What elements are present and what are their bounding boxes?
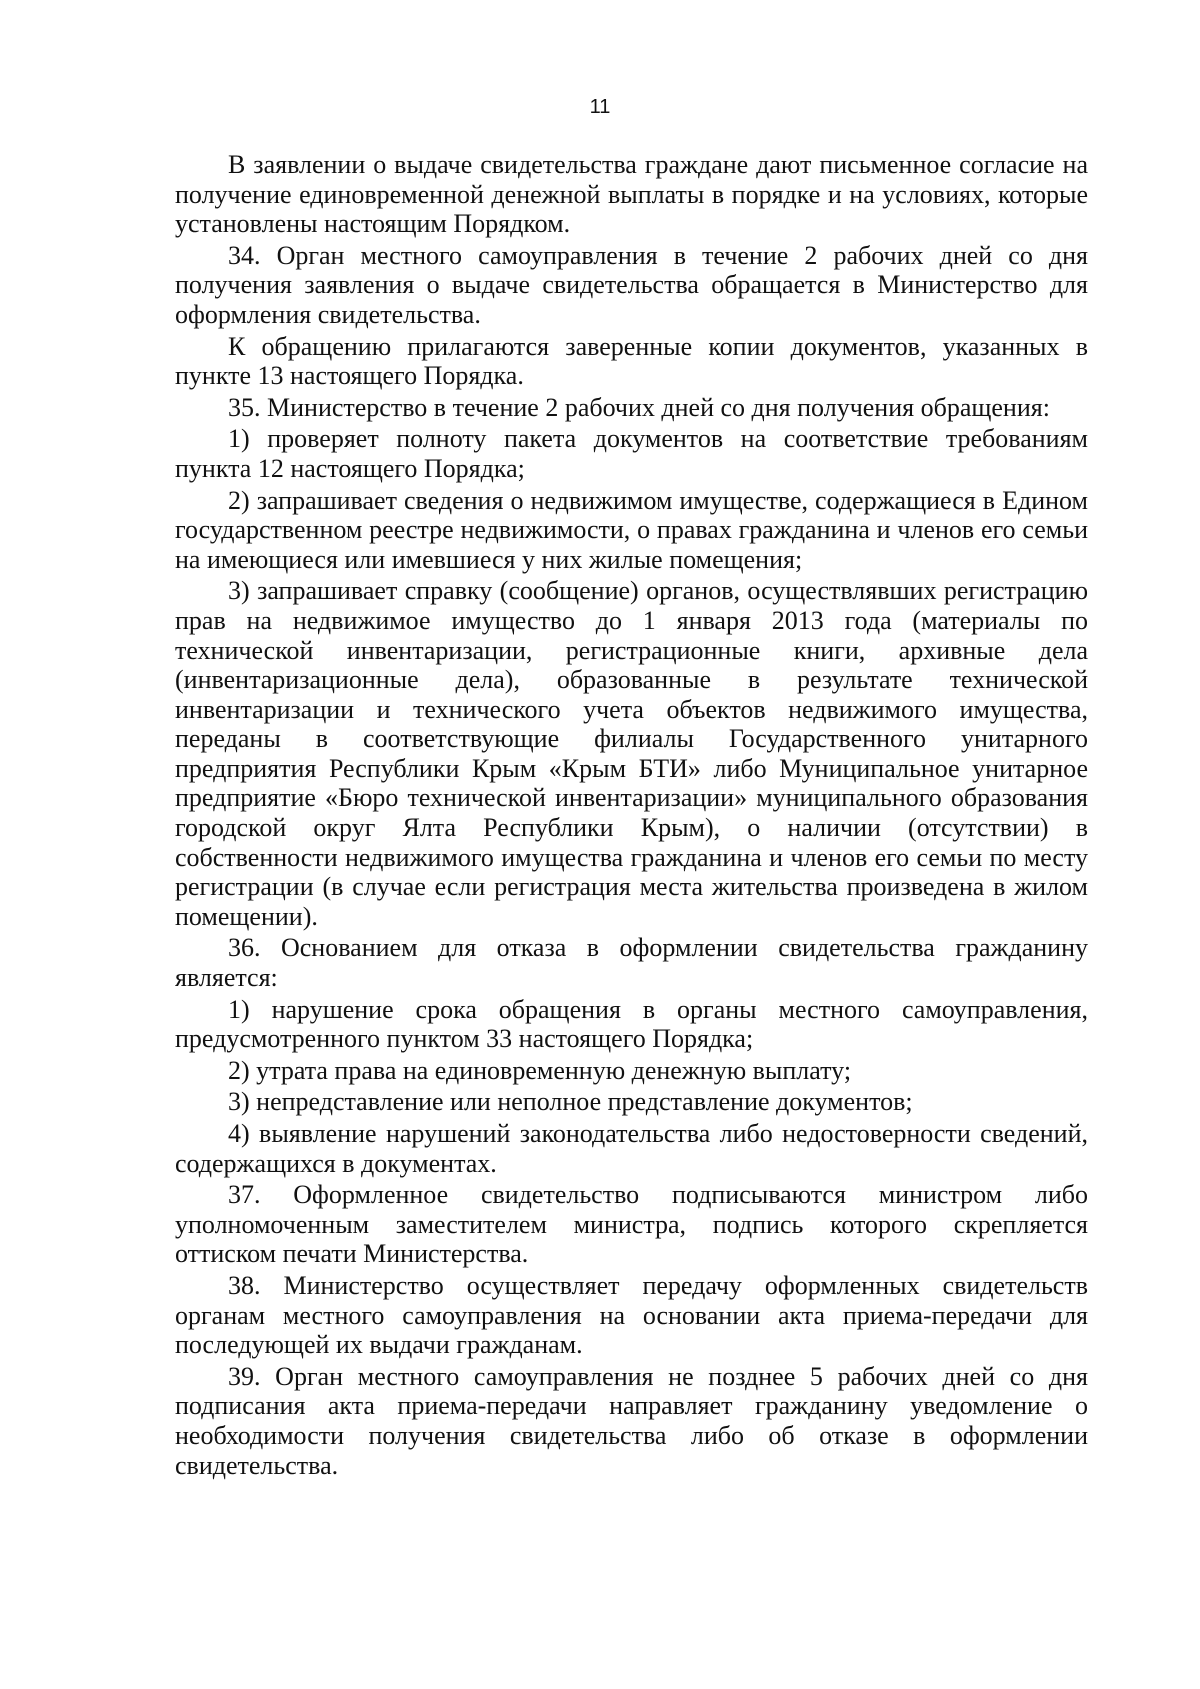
paragraph-36-item-3: 3) непредставление или неполное представление документов; [228,1087,913,1117]
paragraph-35-item-1: 1) проверяет полноту пакета документов на соответствие требованиям пункта 12 настоящего Порядка; [175,424,1088,483]
paragraph-37: 37. Оформленное свидетельство подписываются министром либо уполномоченным заместителем министра, подпись которого скрепляется оттиском печати Министерства. [175,1180,1088,1269]
paragraph-35-item-2: 2) запрашивает сведения о недвижимом имуществе, содержащиеся в Едином государственном реестре недвижимости, о правах гражданина и членов его семьи на имеющиеся или имевшиеся у них жилые помещения; [175,485,1088,574]
paragraph-35-item-3: 3) запрашивает справку (сообщение) органов, осуществлявших регистрацию прав на недвижимое имущество до 1 января 2013 года (материалы по технической инвентаризации, регистрационные книги, архивные дела (инвентаризационные дела), образованные в результате технической инвентаризации и технического учета объектов недвижимого имущества, переданы в соответствующие филиалы Государственного унитарного предприятия Республики Крым «Крым БТИ» либо Муниципальное унитарное предприятие «Бюро технической инвентаризации» муниципального образования городской округ Ялта Республики Крым), о наличии (отсутствии) в собственности недвижимого имущества гражданина и членов его семьи по месту регистрации (в случае если регистрация места жительства произведена в жилом помещении). [175,576,1088,931]
paragraph-34-attachment: К обращению прилагаются заверенные копии документов, указанных в пункте 13 настоящего Порядка. [175,331,1088,391]
paragraph-36: 36. Основанием для отказа в оформлении свидетельства гражданину является: [175,933,1088,993]
page-number: 11 [589,96,611,118]
paragraph-35: 35. Министерство в течение 2 рабочих дней со дня получения обращения: [228,392,1050,422]
document-body [175,150,1088,1480]
paragraph-39: 39. Орган местного самоуправления не позднее 5 рабочих дней со дня подписания акта приема-передачи направляет гражданину уведомление о необходимости получения свидетельства либо об отказе в оформлении свидетельства. [175,1361,1088,1480]
paragraph-36-item-1: 1) нарушение срока обращения в органы местного самоуправления, предусмотренного пунктом 33 настоящего Порядка; [175,994,1088,1054]
paragraph-38: 38. Министерство осуществляет передачу оформленных свидетельств органам местного самоуправления на основании акта приема-передачи для последующей их выдачи гражданам. [175,1270,1088,1360]
paragraph-statement-consent: В заявлении о выдаче свидетельства граждане дают письменное согласие на получение единовременной денежной выплаты в порядке и на условиях, которые установлены настоящим Порядком. [175,150,1088,239]
paragraph-36-item-4: 4) выявление нарушений законодательства либо недостоверности сведений, содержащихся в документах. [175,1119,1088,1178]
paragraph-34: 34. Орган местного самоуправления в течение 2 рабочих дней со дня получения заявления о выдаче свидетельства обращается в Министерство для оформления свидетельства. [175,240,1088,329]
paragraph-36-item-2: 2) утрата права на единовременную денежную выплату; [228,1055,852,1085]
